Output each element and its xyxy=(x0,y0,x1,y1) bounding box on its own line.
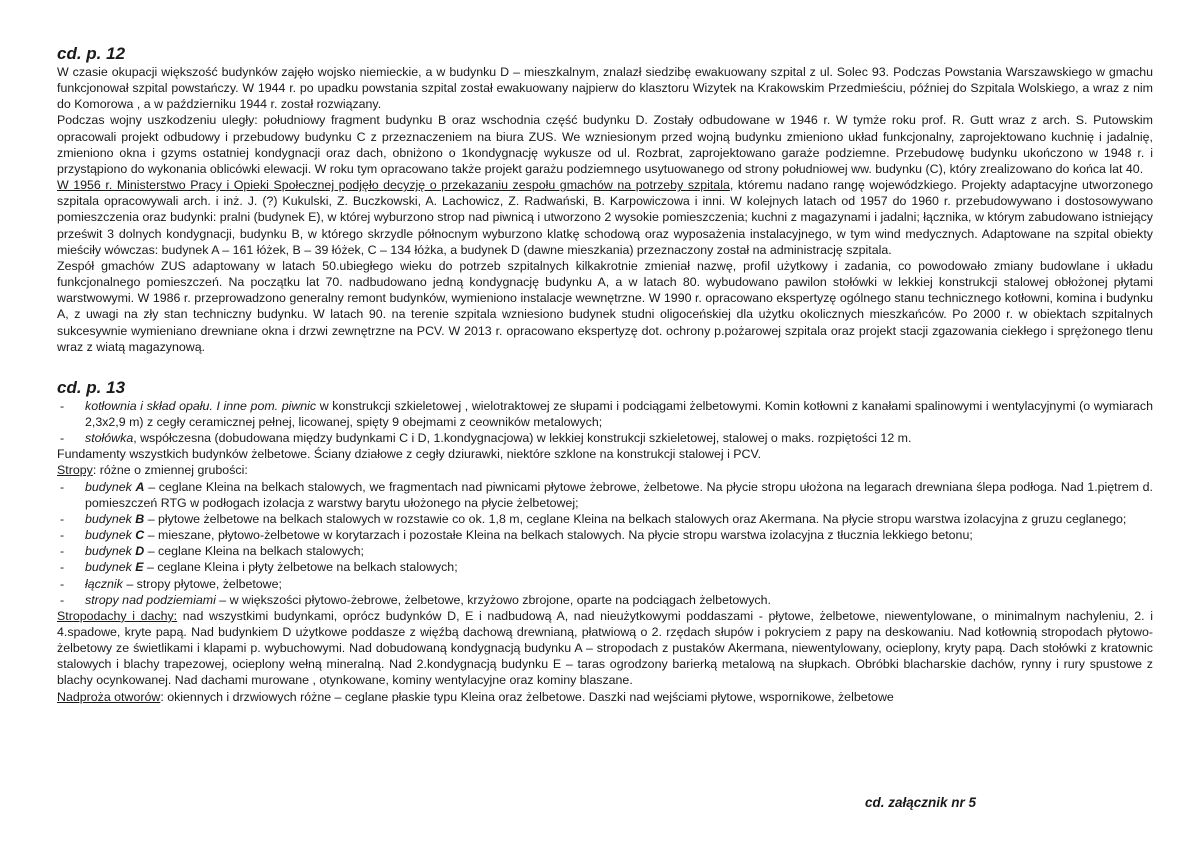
lintels-text: : okiennych i drzwiowych różne – ceglane płaskie typu Kleina oraz żelbetowe. Daszki nad wejściami płytowe, wspornikowe, żelbetowe xyxy=(160,689,894,704)
label-ceilings: Stropy xyxy=(57,463,93,478)
label-lintels: Nadproża otworów xyxy=(57,689,161,704)
document-page xyxy=(57,44,1153,705)
footer-annex-reference: cd. załącznik nr 5 xyxy=(865,795,977,810)
list-item-building-e: - budynek E – ceglane Kleina i płyty żelbetowe na belkach stalowych; xyxy=(57,559,1153,575)
ceilings-intro: : różne o zmiennej grubości: xyxy=(92,463,248,478)
paragraph-war-damage: Podczas wojny uszkodzeniu uległy: południowy fragment budynku B oraz wschodnia część budynku D. Zostały odbudowane w 1946 r. W tymże roku prof. R. Gutt wraz z arch. S. Putowskim opracowali projekt odbudowy i przebudowy budynku C z przeznaczeniem na biura ZUS. We wzniesionym przed wojną budynku zmieniono układ funkcjonalny, zaprojektowano kuchnię i jadalnię, zmieniono okna i gzyms ostatniej kondygnacji oraz dach, obniżono o 1kondygnację wykusze od ul. Rozbrat, zaprojektowano garaże podziemne. Przebudowę budynku ukończono w 1948 r. i przystąpiono do wykonania oblicówki elewacji. W roku tym opracowano także projekt garażu podziemnego usytuowanego od strony południowej ww. budynku (C), który zrealizowano do końca lat 40. xyxy=(57,113,1153,176)
list-item-boiler xyxy=(57,398,1153,430)
list-item-connector: - łącznik – stropy płytowe, żelbetowe; xyxy=(57,576,1153,592)
section-heading-p13: cd. p. 13 xyxy=(57,377,126,397)
description: w konstrukcji szkieletowej , wielotraktowej ze słupami i podciągami żelbetowymi. Komin kotłowni z kanałami spalinowymi i wentylacyjnymi (o wymiarach 2,3x2,9 m) z cegły ceramicznej pełnej, licowanej, spięty 9 obejmami z ceowników metalowych; xyxy=(85,398,1153,429)
list-item-building-b: - budynek B – płytowe żelbetowe na belkach stalowych w rozstawie co ok. 1,8 m, ceglane Kleina na belkach stalowych oraz Akermana. Na płycie stropu warstwa izolacyjna z gruzu ceglanego; xyxy=(57,511,1153,527)
list-item-building-c: - budynek C – mieszane, płytowo-żelbetowe w korytarzach i pozostałe Kleina na belkach stalowych. Na płycie stropu warstwa izolacyjna z tłucznia lekkiego betonu; xyxy=(57,527,1153,543)
label-roofs: Stropodachy i dachy: xyxy=(57,608,178,623)
list-basement xyxy=(57,398,1153,446)
paragraph-1956-rest: , któremu nadano rangę wojewódzkiego. Projekty adaptacyjne utworzonego szpitala opracowywali arch. i inż. J. (?) Kukulski, Z. Buczkowski, A. Lachowicz, Z. Radwański, B. Karpowiczowa i inni. W kolejnych latach od 1957 do 1960 r. przebudowywano i dostosowywano pomieszczenia oraz budynki: pralni (budynek E), w której wyburzono strop nad piwnicą i utworzono 2 wysokie pomieszczenia; kuchni z magazynami i jadalni; łącznika, w którym zabudowano istniejący prześwit 3 dolnych kondygnacji, budynku B, w którego skrzydle północnym wyburzono klatkę schodową oraz wyposażenia instalacyjnego, w tym wind medycznych. Adaptowane na szpital obiekty mieściły wówczas: budynek A – 161 łóżek, B – 39 łóżek, C – 134 łóżka, a budynek D (dawne mieszkania) przeznaczony został na administrację szpitala. xyxy=(57,178,1154,257)
list-item-underground: - stropy nad podziemiami – w większości płytowo-żebrowe, żelbetowe, krzyżowo zbrojone, oparte na podciągach żelbetowych. xyxy=(57,592,1153,608)
underlined-1956-decision: W 1956 r. Ministerstwo Pracy i Opieki Społecznej podjęło decyzję o przekazaniu zespołu gmachów na potrzeby szpitala xyxy=(57,178,730,193)
paragraph-occupation: W czasie okupacji większość budynków zajęło wojsko niemieckie, a w budynku D – mieszkalnym, znalazł siedzibę ewakuowany szpital z ul. Solec 93. Podczas Powstania Warszawskiego w gmachu funkcjonował szpital powstańczy. W 1944 r. po upadku powstania szpital został ewakuowany najpierw do klasztoru Wizytek na Krakowskim Przedmieściu, później do Szpitala Wolskiego, a wraz z nim do Komorowa , a w październiku 1944 r. został rozwiązany. xyxy=(57,65,1153,112)
description: , współczesna (dobudowana między budynkami C i D, 1.kondygnacjowa) w lekkiej konstrukcji szkieletowej, stalowej o maks. rozpiętości 12 m. xyxy=(133,431,912,446)
paragraph-1956 xyxy=(57,177,1153,258)
paragraph-ceilings xyxy=(57,462,1153,478)
list-item-building-d: - budynek D – ceglane Kleina na belkach stalowych; xyxy=(57,543,1153,559)
paragraph-roofs xyxy=(57,608,1153,689)
section-heading-p12: cd. p. 12 xyxy=(57,44,126,63)
list-item-building-a: - budynek A – ceglane Kleina na belkach stalowych, we fragmentach nad piwnicami płytowe żebrowe, żelbetowe. Na płycie stropu ułożona na legarach drewniana ślepa podłoga. Nad 1.piętrem d. pomieszczeń RTG w podłogach izolacja z warstwy barytu ułożonego na płycie żelbetowej; xyxy=(57,479,1153,511)
paragraph-lintels xyxy=(57,689,1153,705)
term: stołówka xyxy=(85,431,134,446)
term: kotłownia i skład opału. I inne pom. piwnic xyxy=(85,398,317,413)
roofs-text: nad wszystkimi budynkami, oprócz budynków D, E i nadbudową A, nad nieużytkowymi poddaszami - płytowe, żelbetowe, niewentylowane, o minimalnym nachyleniu, 2. i 4.spadowe, kryte papą. Nad budynkiem D użytkowe poddasze z więźbą dachową drewnianą, płatwiową o 2. rzędach słupów i pokryciem z papy na deskowaniu. Nad kotłownią stropodach płytowo-żelbetowy ze świetlikami i klapami p. wybuchowymi. Nad dobudowaną kondygnacją budynku A – stropodach z pustaków Akermana, niewentylowany, ocieplony, kryty papą. Dach stołówki z kratownic stalowych i blachy trapezowej, ocieplony wełną mineralną. Nad 2.kondygnacją budynku E – taras ogrodzony barierką metalową na słupkach. Obróbki blacharskie dachów, rynny i rury spustowe z blachy ocynkowanej. Nad dachami murowane , otynkowane, kominy wentylacyjne oraz kominy blaszane. xyxy=(57,608,1153,688)
list-ceilings xyxy=(57,479,1153,608)
paragraph-zus-complex: Zespół gmachów ZUS adaptowany w latach 50.ubiegłego wieku do potrzeb szpitalnych kilkakrotnie zmieniał nazwę, profil użytkowy i zadania, co powodowało zmiany budowlane i układu funkcjonalnego pomieszczeń. Na początku lat 70. nadbudowano jedną kondygnację budynku A, a w latach 80. wybudowano pawilon stołówki w lekkiej konstrukcji stalowej obłożonej płytami warstwowymi. W 1986 r. przeprowadzono generalny remont budynków, wymieniono instalacje wewnętrzne. W 1990 r. opracowano ekspertyzę ogólnego stanu technicznego kotłowni, komina i budynku A, z uwagi na zły stan techniczny budynku. W latach 90. na terenie szpitala wzniesiono budynek studni oligoceńskiej dla użytku okolicznych mieszkańców. Po 2000 r. w obiektach szpitalnych sukcesywnie wymieniano drewniane okna i drzwi zewnętrzne na PCV. W 2013 r. opracowano ekspertyzę dot. ochrony p.pożarowej szpitala oraz projekt stacji zgazowania ciekłego i sprężonego tlenu wraz z wiatą magazynową. xyxy=(57,258,1153,354)
list-item-canteen xyxy=(57,430,1153,446)
paragraph-foundations: Fundamenty wszystkich budynków żelbetowe. Ściany działowe z cegły dziurawki, niektóre szklone na konstrukcji stalowej i PCV. xyxy=(57,447,762,462)
